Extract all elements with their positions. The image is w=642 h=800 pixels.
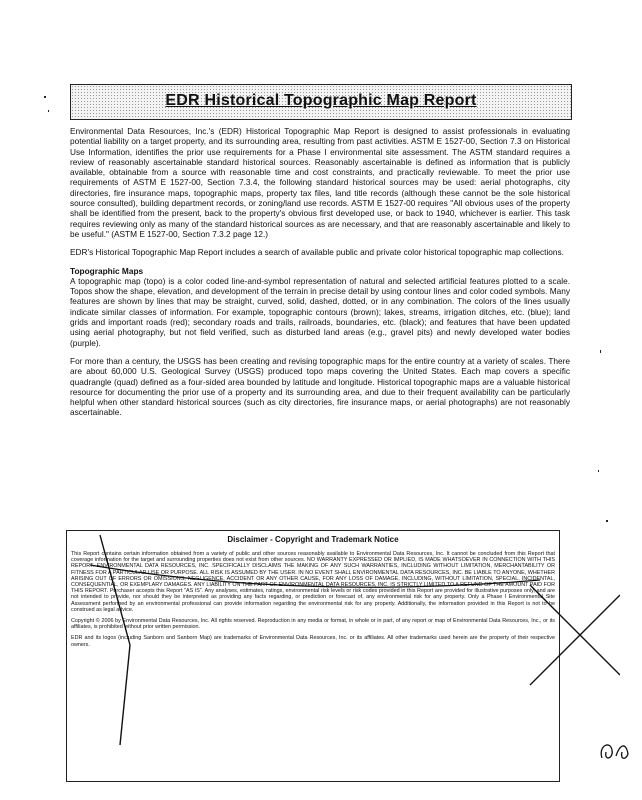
report-title-box	[70, 84, 572, 120]
copyright-paragraph: Copyright © 2006 by Environmental Data Resources, Inc. All rights reserved. Reproduction in any media or format, in whole or in part, of any report or map of Environmental Data Resources, Inc., or its affiliates, is prohibited without prior written permission.	[71, 618, 555, 631]
report-title: EDR Historical Topographic Map Report	[165, 92, 477, 109]
intro-paragraph: Environmental Data Resources, Inc.'s (EDR) Historical Topographic Map Report is designed to assist professionals in evaluating potential liability on a target property, and its surrounding area, resulting from past activities. ASTM E 1527-00, Section 7.3 on Historical Use Information, identifies the prior use requirements for a Phase I environmental site assessment. The ASTM standard requires a review of reasonably ascertainable standard historical sources. Reasonably ascertainable is defined as information that is publicly available, obtainable from a source with reasonable time and cost constraints, and practically reviewable. To meet the prior use requirements of ASTM E 1527-00, Section 7.3.4, the following standard historical sources may be used: aerial photographs, city directories, fire insurance maps, topographic maps, property tax files, land title records (although these cannot be the sole historical source consulted), building department records, or zoning/land use records. ASTM E 1527-00 requires "All obvious uses of the property shall be identified from the present, back to the property's obvious first developed use, or back to 1940, whichever is earlier. This task requires reviewing only as many of the standard historical sources as are necessary, and that are reasonably ascertainable and likely to be useful." (ASTM E 1527-00, Section 7.3.2 page 12.)	[70, 126, 570, 239]
trademark-paragraph: EDR and its logos (including Sanborn and Sanborn Map) are trademarks of Environmental Data Resources, Inc. or its affiliates. All other trademarks used herein are the property of their respective owners.	[71, 635, 555, 648]
disclaimer-paragraph-1: This Report contains certain information obtained from a variety of public and other sources reasonably available to Environmental Data Resources, Inc. It cannot be concluded from this Report that coverage information for the target and surrounding properties does not exist from other sources. NO WARRANTY EXPRESSED OR IMPLIED, IS MADE WHATSOEVER IN CONNECTION WITH THIS REPORT. ENVIRONMENTAL DATA RESOURCES, INC. SPECIFICALLY DISCLAIMS THE MAKING OF ANY SUCH WARRANTIES, INCLUDING WITHOUT LIMITATION, MERCHANTABILITY OR FITNESS FOR A PARTICULAR USE OR PURPOSE. ALL RISK IS ASSUMED BY THE USER. IN NO EVENT SHALL ENVIRONMENTAL DATA RESOURCES, INC. BE LIABLE TO ANYONE, WHETHER ARISING OUT OF ERRORS OR OMISSIONS, NEGLIGENCE, ACCIDENT OR ANY OTHER CAUSE, FOR ANY LOSS OF DAMAGE, INCLUDING, WITHOUT LIMITATION, SPECIAL, INCIDENTAL, CONSEQUENTIAL, OR EXEMPLARY DAMAGES. ANY LIABILITY ON THE PART OF ENVIRONMENTAL DATA RESOURCES, INC. IS STRICTLY LIMITED TO A REFUND OF THE AMOUNT PAID FOR THIS REPORT. Purchaser accepts this Report "AS IS". Any analyses, estimates, ratings, environmental risk levels or risk codes provided in this Report are provided for illustrative purposes only, and are not intended to provide, nor should they be interpreted as providing any facts regarding, or prediction or forecast of, any environmental risk for any property. Only a Phase I Environmental Site Assessment performed by an environmental professional can provide information regarding the environmental risk for any property. Additionally, the information provided in this Report is not to be construed as legal advice.	[71, 551, 555, 613]
topographic-maps-heading: Topographic Maps	[70, 265, 144, 276]
search-paragraph: EDR's Historical Topographic Map Report includes a search of available public and private color historical topographic map collections.	[70, 247, 564, 258]
scan-artifact	[44, 96, 46, 98]
scan-artifact	[600, 350, 601, 353]
strike-line-left	[100, 535, 130, 745]
scan-artifact	[598, 470, 599, 472]
report-body	[70, 126, 570, 426]
topo-paragraph-1: A topographic map (topo) is a color coded line-and-symbol representation of natural and selected artificial features plotted to a scale. Topos show the shape, elevation, and development of the terrain in precise detail by using contour lines and color coded symbols. Many features are shown by lines that may be straight, curved, solid, dashed, dotted, or in any combination. The colors of the lines usually indicate similar classes of information. For example, topographic contours (brown); lakes, streams, irrigation ditches, etc. (blue); land grids and important roads (red); secondary roads and trails, railroads, boundaries, etc. (black); and features that have been updated using aerial photography, but not field verified, such as disturbed land areas (e.g., gravel pits) and newly developed water bodies (purple).	[70, 275, 570, 348]
disclaimer-title: Disclaimer - Copyright and Trademark Notice	[227, 535, 399, 544]
strike-x-right	[530, 585, 620, 685]
scan-artifact	[606, 520, 608, 522]
topo-paragraph-2: For more than a century, the USGS has been creating and revising topographic maps for the entire country at a variety of scales. There are about 60,000 U.S. Geological Survey (USGS) produced topo maps covering the United States. Each map covers a specific quadrangle (quad) defined as a four-sided area bounded by latitude and longitude. Historical topographic maps are a valuable historical resource for documenting the prior use of a property and its surrounding area, and due to their frequent availability can be particularly helpful when other standard historical sources (such as city directories, fire insurance maps, or aerial photographs) are not reasonably ascertainable.	[70, 355, 570, 418]
scan-artifact	[48, 110, 49, 112]
strike-line-long	[90, 565, 540, 587]
handwritten-strike-marks	[60, 525, 620, 785]
handwritten-initials	[596, 738, 636, 766]
